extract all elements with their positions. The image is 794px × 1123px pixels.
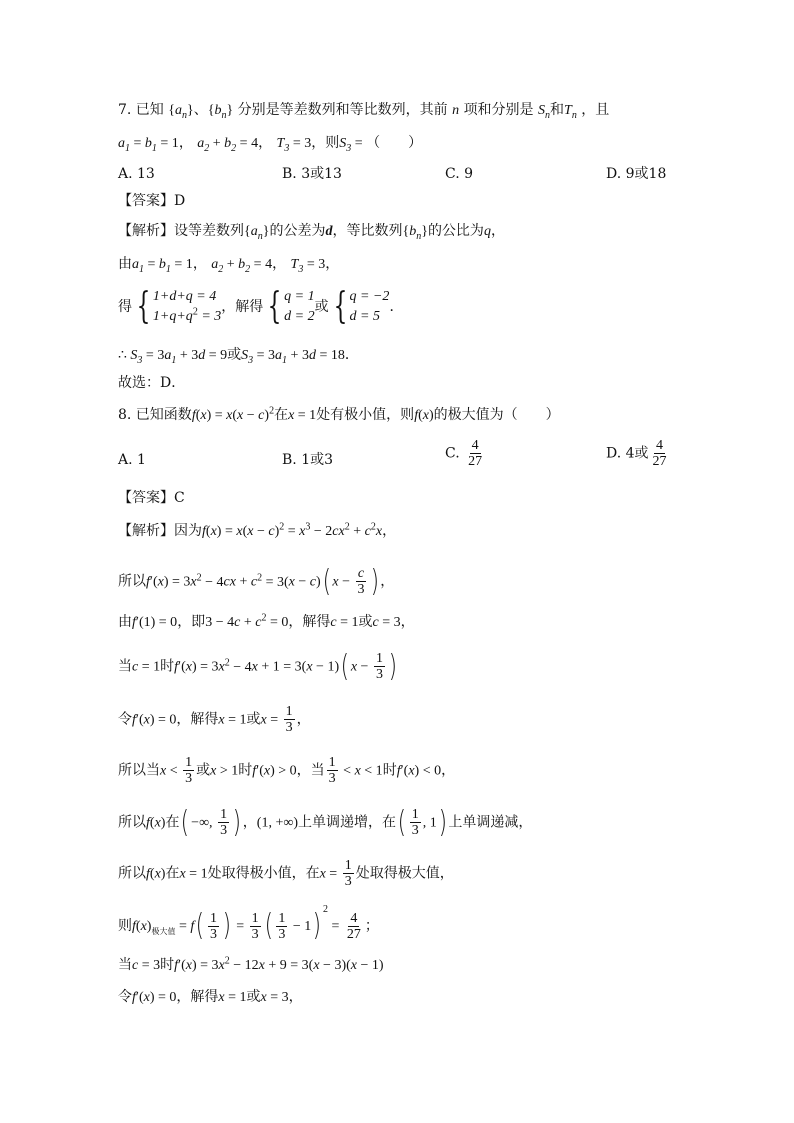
q8-sign-line: 所以当x < $\frac{1}{3}$ 或x > 1时f′(x) > 0，当 $\frac{1}{3}$ < x < 1时f′(x) < 0， — [118, 755, 456, 786]
q8-or-x: 或 — [246, 711, 261, 728]
q7-option-b: B. 3或13 — [282, 166, 342, 182]
q8-let: 令 — [118, 711, 132, 728]
q7-then: 则 — [325, 135, 340, 151]
q8-option-d-fraction — [651, 438, 669, 469]
q8-max-text: 处取得极大值， — [355, 865, 454, 882]
q8-max-sub: 极大值 — [151, 926, 176, 936]
q7-option-d: D. 9或18 — [606, 166, 667, 182]
q8-option-c-num: 4 — [471, 438, 479, 453]
q7-stem-end: ，且 — [581, 102, 610, 118]
q8-decreasing: 上单调递减， — [448, 814, 533, 831]
q8-let-line-2: 令f′(x) = 0，解得x = 1或x = 3， — [118, 989, 303, 1005]
q7-stem-and: 和 — [550, 102, 565, 118]
q8-namely: ，即 — [177, 614, 206, 630]
q8-time-3: 时 — [382, 762, 397, 779]
q8-monotone-line: 所以f(x)在( −∞, $\frac{1}{3}$ ) ，(1, +∞)上单调递增，在( $\frac{1}{3}$ , 1) 上单调递减， — [118, 804, 533, 840]
q7-option-c: C. 9 — [445, 166, 474, 182]
q8-max-value-line: 则$f(x)_{极大值} = f$( $\frac{1}{3}$ ) = $\frac{1}{3}$ ( $\frac{1}{3}$ − 1) $^2$ = $\frac{4}{27}$ ； — [118, 904, 379, 943]
q7-answer: 【答案】D — [118, 193, 186, 209]
q8-from: 由 — [118, 614, 132, 630]
q7-therefore-or: 或 — [227, 347, 242, 363]
q7-analysis-label: 【解析】 — [118, 223, 174, 239]
q8-option-c-den: 27 — [468, 454, 483, 469]
q7-stem-mid2: 项和分别是 — [463, 102, 534, 118]
q8-because: 因为 — [174, 523, 202, 539]
q8-or: 或 — [358, 614, 373, 630]
q8-derivative-line: 所以$f'(x) = 3x^2 - 4cx + c^2 = 3(x - c)$( x − $\frac{c}{3}$ ) ， — [118, 563, 395, 599]
q8-solve-c-line: 由f′(1) = 0，即$3 - 4c + c^2 = 0$，解得c = 1或c = 3， — [118, 612, 415, 630]
q8-so-f-2: 所以 — [118, 865, 146, 882]
q8-when-3: 当 — [118, 957, 132, 973]
q8-so-f: 所以 — [118, 814, 146, 831]
q8-case-c3-line: 当c = 3时$f'(x) = 3x^2 - 12x + 9 = 3(x - 3)(x - 1)$ — [118, 955, 384, 973]
q8-option-d-num: 4 — [656, 438, 664, 453]
q8-so-when: 所以当 — [118, 762, 160, 779]
q7-analysis-text-c: ，等比数列 — [332, 223, 403, 239]
q7-therefore-line: ∴ $S_3 = 3a_1 + 3d = 9$或$S_3 = 3a_1 + 3d = 18$． — [118, 347, 359, 366]
q7-analysis-line1: 【解析】设等差数列$\{a_n\}$的公差为d，等比数列$\{b_n\}$的公比为q， — [118, 223, 505, 242]
q8-or-x-2: 或 — [246, 989, 261, 1005]
q7-conclusion: 故选：D． — [118, 375, 186, 391]
q7-stem-mid: 分别是等差数列和等比数列，其前 — [237, 102, 448, 118]
q7-stem-line1: 7. 已知 $\{a_n\}$、$\{b_n\}$ 分别是等差数列和等比数列，其前 n 项和分别是 $S_n$和$T_n$ ，且 — [118, 102, 610, 121]
q8-time-2: 时 — [238, 762, 253, 779]
q8-solve-x: ，解得 — [176, 711, 219, 728]
q8-option-a: A. 1 — [118, 452, 146, 468]
q8-stem-end: 的极大值为（ ） — [433, 407, 560, 423]
q7-or: 或 — [314, 299, 329, 315]
q8-increasing: 上单调递增，在 — [297, 814, 396, 831]
q7-analysis-text-d: 的公比为 — [427, 223, 484, 239]
q8-solve-x-2: ，解得 — [176, 989, 219, 1005]
q8-extrema-line: 所以f(x)在x = 1处取得极小值，在x = $\frac{1}{3}$ 处取得极大值， — [118, 858, 454, 889]
q8-min-text: 处取得极小值，在 — [207, 865, 320, 882]
q8-option-d-label: D. 4或 — [606, 445, 649, 462]
q7-analysis-text-b: 的公差为 — [269, 223, 326, 239]
q7-stem-line2: $a_1 = b_1 = 1$， $a_2 + b_2 = 4$， $T_3 = 3$，则$S_3$ = （ ） — [118, 135, 423, 154]
q7-from-line: 由$a_1 = b_1 = 1$， $a_2 + b_2 = 4$， $T_3 = 3$， — [118, 256, 340, 275]
q7-option-a: A. 13 — [118, 166, 155, 182]
q8-option-d — [606, 438, 671, 469]
q7-system-line: 得 { 1+d+q = 4 $1+q+q^2 = 3$ ，解得 { q = 1 d = 2 或 { q = −2 d = 5 ． — [118, 286, 404, 327]
q8-then: 则 — [118, 918, 132, 934]
q8-time-4: 时 — [160, 957, 175, 973]
q8-analysis-line1: 【解析】因为$f(x) = x(x - c)^2 = x^3 - 2cx^2 + c^2x$， — [118, 521, 397, 539]
q7-solve: ，解得 — [221, 299, 264, 315]
q7-analysis-text-a: 设等差数列 — [174, 223, 244, 239]
q8-stem-prefix: 8. 已知函数 — [118, 407, 192, 423]
q8-stem: 8. 已知函数$f(x) = x(x - c)^2$在x = 1处有极小值，则f(x)的极大值为（ ） — [118, 405, 560, 423]
q8-let-line: 令f′(x) = 0，解得x = 1或x = $\frac{1}{3}$ ， — [118, 704, 311, 735]
q8-when: 当 — [118, 658, 132, 675]
q8-stem-mid: 处有极小值，则 — [316, 407, 415, 423]
q8-when-between: ，当 — [296, 762, 325, 779]
q7-get: 得 — [118, 299, 132, 315]
q8-so: 所以 — [118, 573, 146, 590]
q7-stem-prefix: 7. 已知 — [118, 102, 164, 118]
q8-let-2: 令 — [118, 989, 132, 1005]
q8-solve-c: ，解得 — [288, 614, 331, 630]
q8-time: 时 — [160, 658, 175, 675]
q8-stem-at: 在 — [274, 407, 289, 423]
q8-option-c-label: C. — [445, 445, 460, 462]
q7-from: 由 — [118, 256, 132, 272]
q8-option-c — [445, 438, 486, 469]
q8-case-c1-line: 当c = 1时$f'(x) = 3x^2 - 4x + 1 = 3(x - 1)$( x − $\frac{1}{3}$ ) — [118, 648, 397, 684]
q8-analysis-label: 【解析】 — [118, 523, 174, 539]
q8-option-b: B. 1或3 — [282, 452, 334, 468]
q8-answer: 【答案】C — [118, 490, 185, 506]
q8-option-d-den: 27 — [652, 454, 667, 469]
q8-or-2: 或 — [196, 762, 211, 779]
q8-option-c-fraction — [466, 438, 484, 469]
q7-blank: （ ） — [366, 135, 423, 151]
